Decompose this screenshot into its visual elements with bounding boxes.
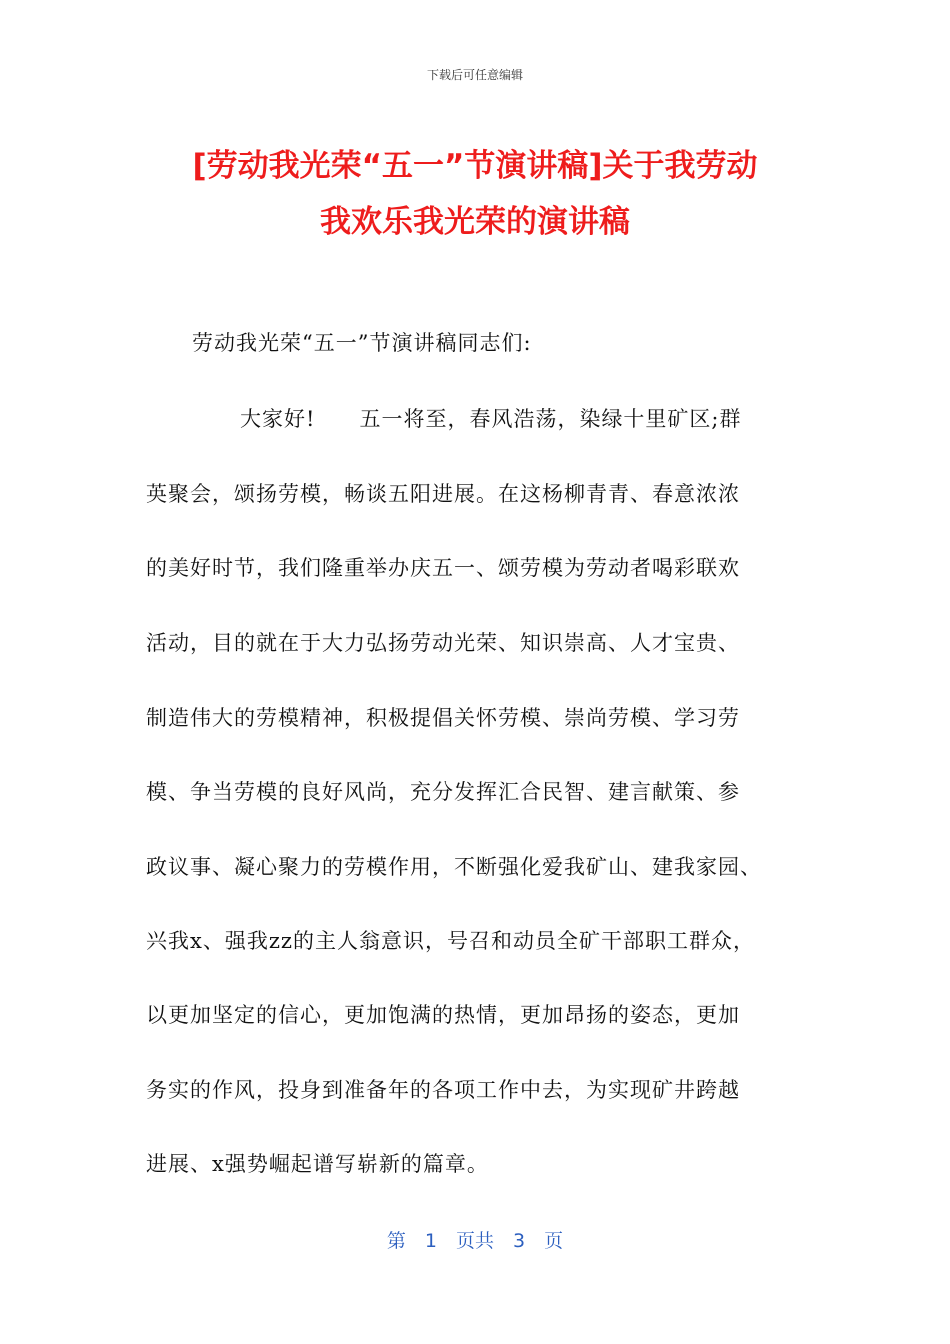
document-title: [100, 138, 850, 250]
page-number: 第 1 页共 3 页: [386, 1230, 564, 1252]
header-note: 下载后可任意编辑: [426, 68, 523, 82]
body-line: 进展、x强势崛起谱写崭新的篇章。: [146, 1152, 489, 1176]
body-line: 兴我x、强我zz的主人翁意识，号召和动员全矿干部职工群众，: [146, 929, 755, 953]
body-line: 模、争当劳模的良好风尚，充分发挥汇合民智、建言献策、参: [146, 780, 740, 804]
body-line: 劳动我光荣“五一”节演讲稿同志们:: [192, 331, 532, 355]
body-line: 政议事、凝心聚力的劳模作用，不断强化爱我矿山、建我家园、: [146, 855, 762, 879]
page-footer: [0, 1226, 950, 1253]
body-line: 活动，目的就在于大力弘扬劳动光荣、知识崇高、人才宝贵、: [146, 631, 740, 655]
body-line: 英聚会，颂扬劳模，畅谈五阳进展。在这杨柳青青、春意浓浓: [146, 482, 740, 506]
title-line-1: [劳动我光荣“五一”节演讲稿]关于我劳动: [192, 148, 758, 184]
body-line: 以更加坚定的信心，更加饱满的热情，更加昂扬的姿态，更加: [146, 1003, 740, 1027]
body-line: 务实的作风，投身到准备年的各项工作中去，为实现矿井跨越: [146, 1078, 740, 1102]
body-line: 大家好! 五一将至，春风浩荡，染绿十里矿区;群: [240, 407, 742, 431]
body-line: 的美好时节，我们隆重举办庆五一、颂劳模为劳动者喝彩联欢: [146, 556, 740, 580]
title-line-2: 我欢乐我光荣的演讲稿: [320, 204, 630, 240]
body-line: 制造伟大的劳模精神，积极提倡关怀劳模、崇尚劳模、学习劳: [146, 706, 740, 730]
